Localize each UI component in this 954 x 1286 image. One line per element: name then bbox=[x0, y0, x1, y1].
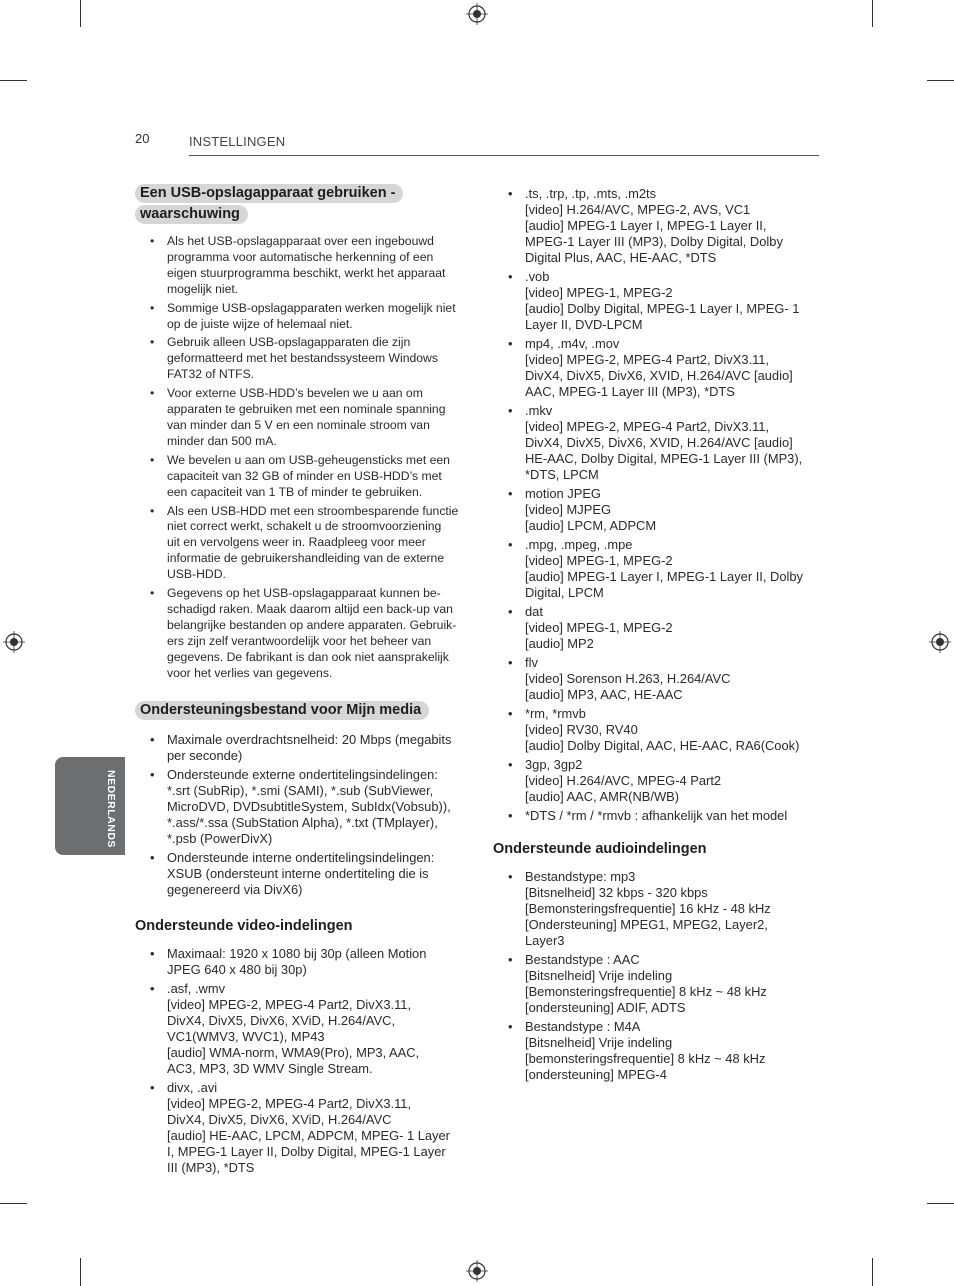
list-item bbox=[493, 952, 823, 1016]
list-item-line: MPEG-1 Layer III (MP3), Dolby Digital, Dolby bbox=[525, 234, 783, 249]
registration-mark-icon bbox=[3, 631, 25, 653]
list-item-line: • Gebruik alleen USB-opslagapparaten die zijn bbox=[167, 335, 411, 350]
list-item bbox=[493, 336, 823, 400]
running-header: INSTELLINGEN bbox=[189, 134, 286, 149]
list-item-line: • Voor externe USB-HDD’s bevelen we u aan om bbox=[167, 386, 423, 401]
crop-mark bbox=[0, 80, 27, 81]
list-item-line: geformatteerd met het bestandssysteem Windows bbox=[167, 351, 438, 366]
list-item-line: • .mpg, .mpeg, .mpe bbox=[525, 537, 633, 552]
crop-mark bbox=[80, 1258, 81, 1286]
list-item-line: [audio] LPCM, ADPCM bbox=[525, 518, 657, 533]
list-item-line: [audio] AAC, AMR(NB/WB) bbox=[525, 789, 680, 804]
list-item-line: informatie de gebruikershandleiding van de externe bbox=[167, 551, 445, 566]
page-number: 20 bbox=[135, 131, 150, 146]
list-item-line: van minder dan 5 V en een nominale stroom van bbox=[167, 417, 430, 432]
list-item bbox=[135, 981, 475, 1077]
video-formats-list-right bbox=[493, 186, 823, 824]
crop-mark bbox=[0, 1203, 27, 1204]
list-item-line: HE-AAC, Dolby Digital, MPEG-1 Layer III (MP3), bbox=[525, 451, 803, 466]
list-item-line: apparaten te gebruiken met een nominale spanning bbox=[167, 402, 446, 417]
list-item-line: • divx, .avi bbox=[167, 1080, 218, 1096]
right-column bbox=[493, 186, 823, 1086]
list-item-line: *.srt (SubRip), *.smi (SAMI), *.sub (SubViewer, bbox=[167, 783, 434, 799]
list-item-line: DivX4, DivX5, DivX6, XVID, H.264/AVC [audio] bbox=[525, 368, 793, 383]
list-item-line: • Bestandstype : M4A bbox=[525, 1019, 641, 1034]
list-item-line: • Ondersteunde externe ondertitelingsindelingen: bbox=[167, 767, 438, 783]
list-item-line: [video] Sorenson H.263, H.264/AVC bbox=[525, 671, 731, 686]
list-item bbox=[135, 504, 475, 584]
list-item-line: *DTS, LPCM bbox=[525, 467, 599, 482]
audio-formats-list bbox=[493, 869, 823, 1083]
registration-mark-icon bbox=[466, 3, 488, 25]
list-item bbox=[493, 604, 823, 652]
list-item-line: [Ondersteuning] MPEG1, MPEG2, Layer2, bbox=[525, 917, 768, 932]
list-item-line: • *DTS / *rm / *rmvb : afhankelijk van het model bbox=[525, 808, 788, 823]
list-item bbox=[493, 808, 823, 824]
list-item bbox=[493, 757, 823, 805]
list-item-line: *.psb (PowerDivX) bbox=[167, 831, 273, 847]
list-item-line: • dat bbox=[525, 604, 543, 619]
crop-mark bbox=[927, 1203, 954, 1204]
list-item-line: [audio] MP2 bbox=[525, 636, 594, 651]
registration-mark-icon bbox=[466, 1260, 488, 1282]
list-item-line: ers zijn zelf verantwoordelijk voor het beheer van bbox=[167, 633, 432, 648]
list-item bbox=[135, 335, 475, 383]
crop-mark bbox=[927, 80, 954, 81]
list-item-line: Layer II, DVD-LPCM bbox=[525, 317, 643, 332]
list-item bbox=[135, 453, 475, 501]
list-item-line: [ondersteuning] ADIF, ADTS bbox=[525, 1000, 686, 1015]
list-item-line: [video] MPEG-2, MPEG-4 Part2, DivX3.11, bbox=[525, 352, 770, 367]
list-item-line: MicroDVD, DVDsubtitleSystem, SubIdx(Vobsub)), bbox=[167, 799, 451, 815]
video-formats-heading: Ondersteunde video-indelingen bbox=[135, 918, 353, 935]
list-item-line: mogelijk niet. bbox=[167, 281, 239, 296]
usb-warning-heading-line2: waarschuwing bbox=[135, 205, 248, 224]
list-item-line: [audio] Dolby Digital, AAC, HE-AAC, RA6(Cook) bbox=[525, 738, 800, 753]
list-item-line: niet correct werkt, schakelt u de stroomvoorziening bbox=[167, 519, 442, 534]
list-item-line: schadigd raken. Maak daarom altijd een back-up van bbox=[167, 601, 453, 616]
list-item-line: gegenereerd via DivX6) bbox=[167, 882, 303, 898]
list-item-line: [audio] Dolby Digital, MPEG-1 Layer I, MPEG- 1 bbox=[525, 301, 800, 316]
list-item bbox=[493, 537, 823, 601]
list-item-line: [audio] WMA-norm, WMA9(Pro), MP3, AAC, bbox=[167, 1045, 420, 1061]
list-item-line: • .mkv bbox=[525, 403, 553, 418]
list-item-line: [Bitsnelheid] Vrije indeling bbox=[525, 1035, 673, 1050]
list-item-line: • Bestandstype: mp3 bbox=[525, 869, 636, 884]
list-item bbox=[493, 869, 823, 949]
list-item bbox=[135, 850, 475, 898]
crop-mark bbox=[872, 1258, 873, 1286]
list-item bbox=[135, 1080, 475, 1176]
list-item-line: per seconde) bbox=[167, 748, 243, 764]
list-item-line: [video] MPEG-1, MPEG-2 bbox=[525, 285, 673, 300]
list-item-line: [audio] HE-AAC, LPCM, ADPCM, MPEG- 1 Layer bbox=[167, 1128, 450, 1144]
list-item-line: • Sommige USB-opslagapparaten werken mogelijk niet bbox=[167, 300, 456, 315]
list-item-line: *.ass/*.ssa (SubStation Alpha), *.txt (TMplayer), bbox=[167, 815, 438, 831]
list-item-line: [video] MPEG-2, MPEG-4 Part2, DivX3.11, bbox=[167, 1096, 412, 1112]
list-item bbox=[493, 706, 823, 754]
list-item-line: • .asf, .wmv bbox=[167, 981, 226, 997]
usb-warning-heading-line1: Een USB-opslagapparaat gebruiken - bbox=[135, 184, 403, 203]
list-item bbox=[493, 403, 823, 483]
list-item-line: • .ts, .trp, .tp, .mts, .m2ts bbox=[525, 186, 657, 201]
language-side-tab bbox=[55, 757, 125, 855]
crop-mark bbox=[872, 0, 873, 27]
list-item-line: • flv bbox=[525, 655, 538, 670]
list-item-line: • *rm, *rmvb bbox=[525, 706, 586, 721]
list-item-line: • Maximale overdrachtsnelheid: 20 Mbps (megabits bbox=[167, 732, 452, 748]
list-item bbox=[135, 234, 475, 298]
list-item-line: JPEG 640 x 480 bij 30p) bbox=[167, 962, 307, 978]
list-item-line: DivX4, DivX5, DivX6, XViD, H.264/AVC bbox=[167, 1112, 392, 1128]
list-item-line: FAT32 of NTFS. bbox=[167, 367, 255, 382]
list-item-line: [audio] MP3, AAC, HE-AAC bbox=[525, 687, 683, 702]
list-item-line: • Als een USB-HDD met een stroombesparende functie bbox=[167, 503, 459, 518]
list-item-line: [Bitsnelheid] Vrije indeling bbox=[525, 968, 673, 983]
list-item-line: [audio] MPEG-1 Layer I, MPEG-1 Layer II, Dolby bbox=[525, 569, 803, 584]
list-item-line: VC1(WMV3, WVC1), MP43 bbox=[167, 1029, 325, 1045]
list-item-line: • Bestandstype : AAC bbox=[525, 952, 640, 967]
list-item-line: [video] MJPEG bbox=[525, 502, 611, 517]
list-item-line: belangrijke bestanden op andere apparaten. Gebruik- bbox=[167, 617, 457, 632]
media-support-list bbox=[135, 732, 475, 898]
list-item-line: • mp4, .m4v, .mov bbox=[525, 336, 620, 351]
list-item-line: uit en vervolgens weer in. Raadpleeg voor meer bbox=[167, 535, 426, 550]
list-item-line: [video] MPEG-1, MPEG-2 bbox=[525, 620, 673, 635]
list-item bbox=[135, 767, 475, 847]
header-divider bbox=[189, 155, 819, 156]
list-item-line: [Bitsnelheid] 32 kbps - 320 kbps bbox=[525, 885, 708, 900]
list-item-line: [video] RV30, RV40 bbox=[525, 722, 638, 737]
language-label: NEDERLANDS bbox=[105, 770, 117, 848]
list-item-line: DivX4, DivX5, DivX6, XVID, H.264/AVC [audio] bbox=[525, 435, 793, 450]
list-item-line: DivX4, DivX5, DivX6, XViD, H.264/AVC, bbox=[167, 1013, 396, 1029]
list-item-line: • Ondersteunde interne ondertitelingsindelingen: bbox=[167, 850, 435, 866]
list-item bbox=[493, 269, 823, 333]
list-item-line: [video] MPEG-1, MPEG-2 bbox=[525, 553, 673, 568]
video-formats-list-left bbox=[135, 946, 475, 1176]
media-support-heading-text: Ondersteuningsbestand voor Mijn media bbox=[135, 701, 429, 720]
left-column bbox=[135, 183, 475, 1179]
list-item bbox=[493, 1019, 823, 1083]
list-item-line: XSUB (ondersteunt interne ondertiteling die is bbox=[167, 866, 429, 882]
list-item-line: Digital Plus, AAC, HE-AAC, *DTS bbox=[525, 250, 717, 265]
list-item-line: [video] MPEG-2, MPEG-4 Part2, DivX3.11, bbox=[167, 997, 412, 1013]
list-item-line: minder dan 500 mA. bbox=[167, 433, 277, 448]
list-item-line: [Bemonsteringsfrequentie] 16 kHz - 48 kHz bbox=[525, 901, 771, 916]
list-item bbox=[493, 486, 823, 534]
list-item bbox=[135, 946, 475, 978]
audio-formats-heading: Ondersteunde audioindelingen bbox=[493, 841, 707, 857]
list-item bbox=[135, 386, 475, 450]
list-item-line: [audio] MPEG-1 Layer I, MPEG-1 Layer II, bbox=[525, 218, 767, 233]
list-item-line: AC3, MP3, 3D WMV Single Stream. bbox=[167, 1061, 373, 1077]
usb-warning-list bbox=[135, 234, 475, 681]
list-item-line: op de juiste wijze of helemaal niet. bbox=[167, 316, 353, 331]
list-item-line: [bemonsteringsfrequentie] 8 kHz ~ 48 kHz bbox=[525, 1051, 766, 1066]
list-item bbox=[135, 586, 475, 681]
list-item bbox=[493, 655, 823, 703]
list-item-line: • motion JPEG bbox=[525, 486, 601, 501]
list-item bbox=[493, 186, 823, 266]
list-item-line: AAC, MPEG-1 Layer III (MP3), *DTS bbox=[525, 384, 735, 399]
list-item-line: Layer3 bbox=[525, 933, 565, 948]
list-item-line: • Als het USB-opslagapparaat over een ingebouwd bbox=[167, 234, 434, 248]
usb-warning-heading bbox=[135, 183, 475, 225]
list-item-line: [ondersteuning] MPEG-4 bbox=[525, 1067, 667, 1082]
list-item-line: I, MPEG-1 Layer II, Dolby Digital, MPEG-1 Layer bbox=[167, 1144, 446, 1160]
list-item-line: [Bemonsteringsfrequentie] 8 kHz ~ 48 kHz bbox=[525, 984, 767, 999]
list-item-line: een capaciteit van 1 TB of minder te gebruiken. bbox=[167, 484, 423, 499]
list-item-line: • .vob bbox=[525, 269, 550, 284]
list-item-line: • We bevelen u aan om USB-geheugensticks met een bbox=[167, 452, 450, 467]
list-item-line: programma voor automatische herkenning of een bbox=[167, 249, 434, 264]
list-item-line: voor het verlies van gegevens. bbox=[167, 665, 333, 680]
list-item-line: [video] H.264/AVC, MPEG-4 Part2 bbox=[525, 773, 722, 788]
list-item-line: • Gegevens op het USB-opslagapparaat kunnen be- bbox=[167, 586, 441, 601]
list-item bbox=[135, 732, 475, 764]
list-item-line: • Maximaal: 1920 x 1080 bij 30p (alleen Motion bbox=[167, 946, 427, 962]
media-support-heading bbox=[135, 700, 475, 721]
list-item-line: gegevens. De fabrikant is dan ook niet aansprakelijk bbox=[167, 649, 449, 664]
list-item-line: eigen stuurprogramma beschikt, werkt het apparaat bbox=[167, 265, 446, 280]
list-item-line: • 3gp, 3gp2 bbox=[525, 757, 583, 772]
list-item bbox=[135, 301, 475, 333]
list-item-line: [video] H.264/AVC, MPEG-2, AVS, VC1 bbox=[525, 202, 751, 217]
list-item-line: III (MP3), *DTS bbox=[167, 1160, 255, 1176]
list-item-line: USB-HDD. bbox=[167, 567, 226, 582]
registration-mark-icon bbox=[929, 631, 951, 653]
list-item-line: Digital, LPCM bbox=[525, 585, 604, 600]
crop-mark bbox=[80, 0, 81, 27]
list-item-line: [video] MPEG-2, MPEG-4 Part2, DivX3.11, bbox=[525, 419, 770, 434]
list-item-line: capaciteit van 32 GB of minder en USB-HDD’s met bbox=[167, 468, 442, 483]
